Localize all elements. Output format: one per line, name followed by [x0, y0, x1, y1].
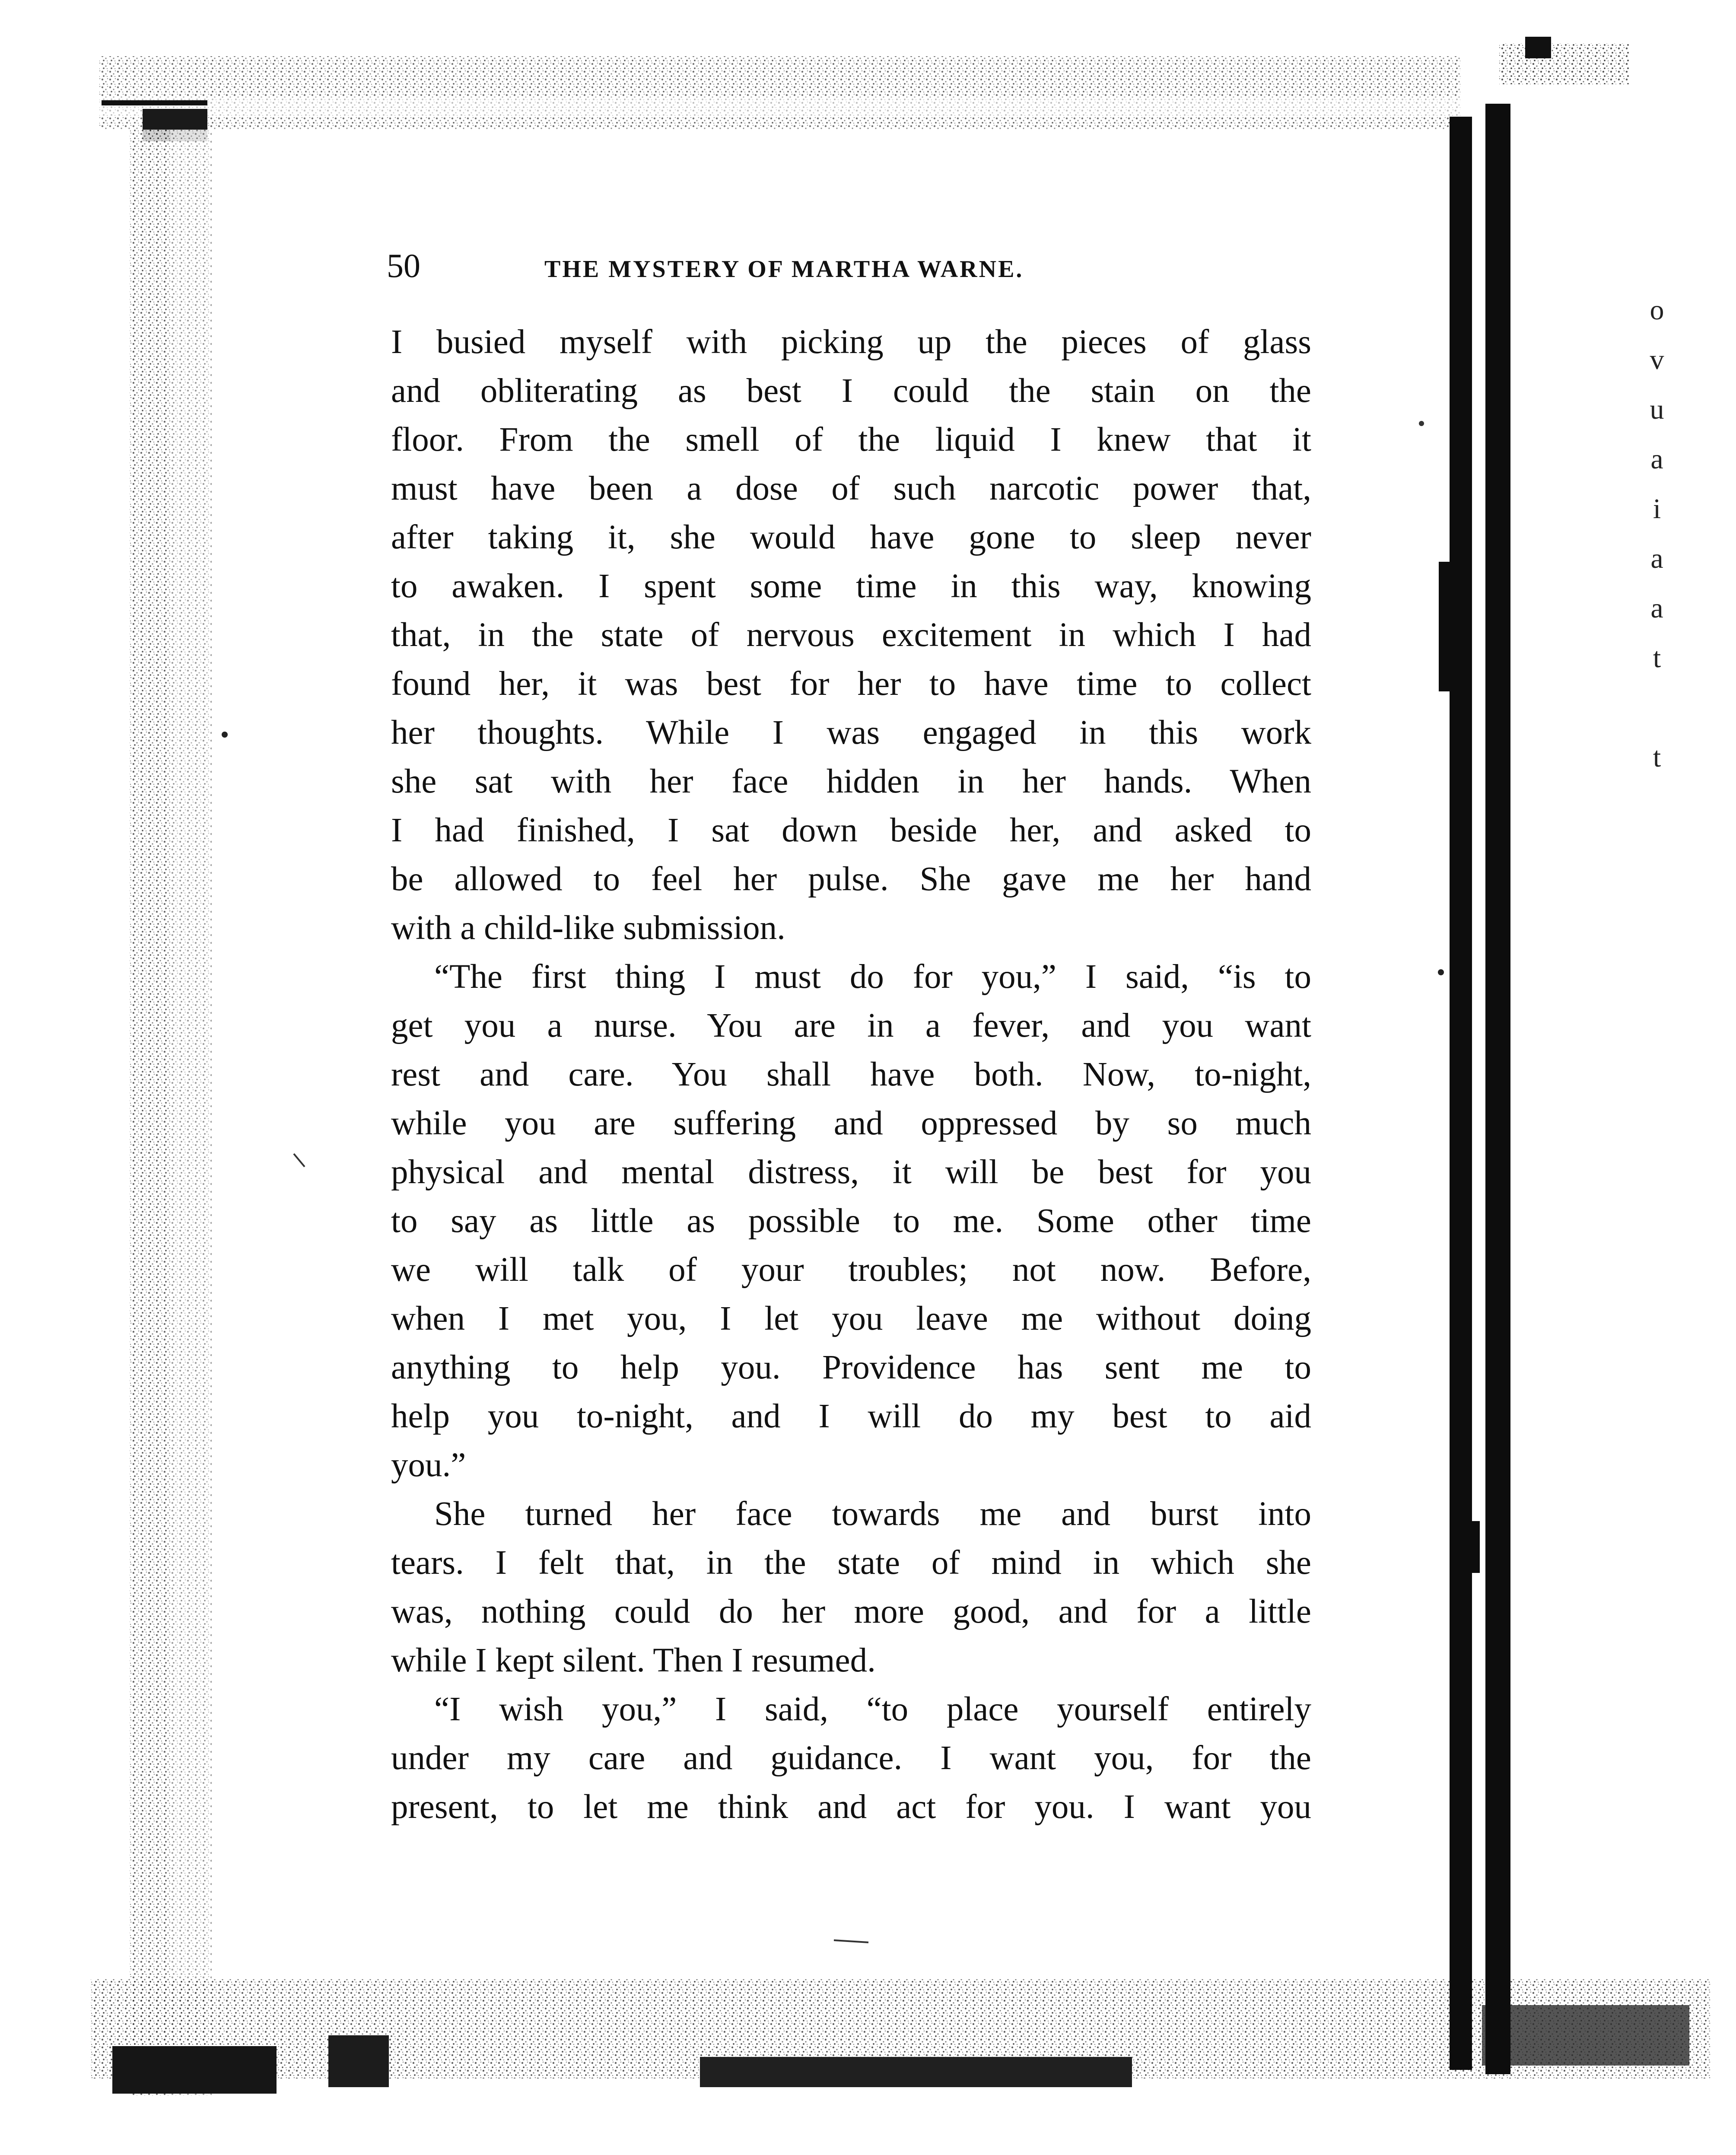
text-line: to awaken. I spent some time in this way, knowing	[391, 567, 1311, 605]
text-line: be allowed to feel her pulse. She gave me her hand	[391, 860, 1311, 898]
text-line: tears. I felt that, in the state of mind in which she	[391, 1544, 1311, 1582]
text-line: found her, it was best for her to have time to collect	[391, 665, 1311, 703]
text-line: I busied myself with picking up the pieces of glass	[391, 323, 1311, 361]
text-line: “I wish you,” I said, “to place yourself entirely	[434, 1690, 1311, 1728]
text-line: must have been a dose of such narcotic power that,	[391, 470, 1311, 507]
page-header	[387, 242, 1294, 290]
text-line: I had finished, I sat down beside her, and asked to	[391, 812, 1311, 849]
text-line: and obliterating as best I could the stain on the	[391, 372, 1311, 410]
text-line: to say as little as possible to me. Some other time	[391, 1202, 1311, 1240]
text-line: “The first thing I must do for you,” I said, “is to	[434, 958, 1311, 996]
text-line: She turned her face towards me and burst into	[434, 1495, 1311, 1533]
edge-fragment: a	[1650, 443, 1663, 475]
text-line: was, nothing could do her more good, and for a little	[391, 1593, 1311, 1630]
edge-fragment: t	[1653, 742, 1661, 773]
text-line: that, in the state of nervous excitement in which I had	[391, 616, 1311, 654]
edge-fragment: a	[1650, 543, 1663, 574]
text-line: with a child-like submission.	[391, 909, 785, 947]
text-line: help you to-night, and I will do my best to aid	[391, 1397, 1311, 1435]
text-line: while you are suffering and oppressed by so much	[391, 1105, 1311, 1142]
text-line: we will talk of your troubles; not now. Before,	[391, 1251, 1311, 1289]
text-line: anything to help you. Providence has sent me to	[391, 1349, 1311, 1386]
adjacent-page-fragments	[1633, 285, 1681, 782]
edge-fragment	[1633, 683, 1681, 732]
edge-fragment: v	[1650, 344, 1664, 376]
text-line: she sat with her face hidden in her hands. When	[391, 763, 1311, 800]
text-line: get you a nurse. You are in a fever, and you want	[391, 1007, 1311, 1044]
edge-fragment: t	[1653, 642, 1661, 674]
body-text	[391, 318, 1311, 1831]
text-line: physical and mental distress, it will be best for you	[391, 1153, 1311, 1191]
text-line: while I kept silent. Then I resumed.	[391, 1642, 876, 1679]
page-number: 50	[387, 247, 420, 284]
text-line: you.”	[391, 1446, 466, 1484]
running-title: THE MYSTERY OF MARTHA WARNE.	[544, 256, 1024, 283]
text-line: present, to let me think and act for you. I want you	[391, 1788, 1311, 1826]
text-line: after taking it, she would have gone to sleep never	[391, 519, 1311, 556]
edge-fragment: i	[1653, 493, 1661, 525]
text-line: under my care and guidance. I want you, for the	[391, 1739, 1311, 1777]
edge-fragment: u	[1650, 394, 1664, 425]
text-line: floor. From the smell of the liquid I knew that it	[391, 421, 1311, 458]
text-line: when I met you, I let you leave me without doing	[391, 1300, 1311, 1337]
edge-fragment: o	[1650, 294, 1664, 326]
text-line: rest and care. You shall have both. Now, to-night,	[391, 1056, 1311, 1093]
edge-fragment: a	[1650, 592, 1663, 624]
text-line: her thoughts. While I was engaged in this work	[391, 714, 1311, 751]
